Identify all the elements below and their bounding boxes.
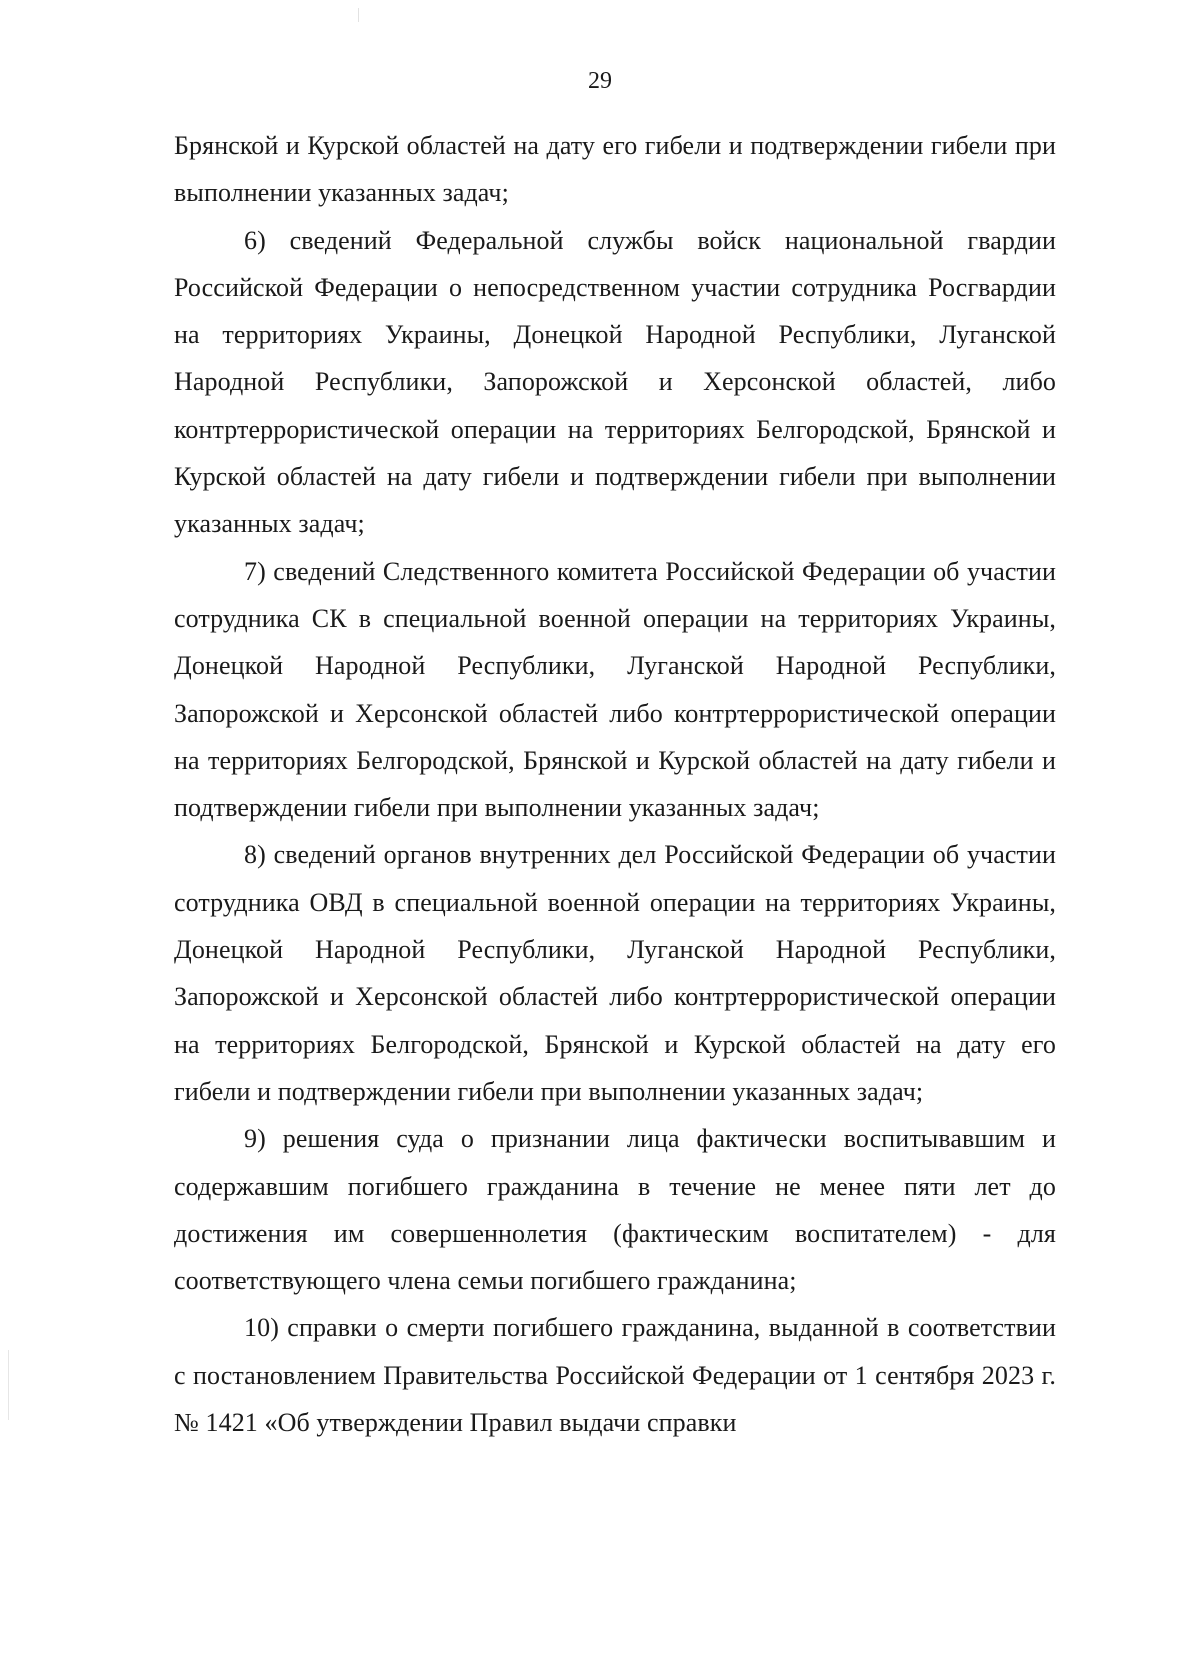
paragraph-continuation: Брянской и Курской областей на дату его гибели и подтверждении гибели при выполнении указанных задач; [174,131,1056,208]
document-body [174,122,1056,1446]
paragraph-item-7: 7) сведений Следственного комитета Российской Федерации об участии сотрудника СК в специальной военной операции на территориях Украины, Донецкой Народной Республики, Луганской Народной Республики, Запорожской и Херсонской областей либо контртеррористической операции на территориях Белгородской, Брянской и Курской областей на дату гибели и подтверждении гибели при выполнении указанных задач; [174,556,1056,823]
scan-artifact [358,8,359,22]
paragraph-item-9: 9) решения суда о признании лица фактически воспитывавшим и содержавшим погибшего гражданина в течение не менее пяти лет до достижения им совершеннолетия (фактическим воспитателем) - для соответствующего члена семьи погибшего гражданина; [174,1124,1056,1296]
paragraph-item-6: 6) сведений Федеральной службы войск национальной гвардии Российской Федерации о непосредственном участии сотрудника Росгвардии на территориях Украины, Донецкой Народной Республики, Луганской Народной Республики, Запорожской и Херсонской областей, либо контртеррористической операции на территориях Белгородской, Брянской и Курской областей на дату гибели и подтверждении гибели при выполнении указанных задач; [174,225,1056,539]
scan-artifact [8,1350,9,1420]
page-number: 29 [588,68,612,94]
paragraph-item-10: 10) справки о смерти погибшего гражданина, выданной в соответствии с постановлением Правительства Российской Федерации от 1 сентября 2023 г. № 1421 «Об утверждении Правил выдачи справки [174,1313,1056,1438]
paragraph-item-8: 8) сведений органов внутренних дел Российской Федерации об участии сотрудника ОВД в специальной военной операции на территориях Украины, Донецкой Народной Республики, Луганской Народной Республики, Запорожской и Херсонской областей либо контртеррористической операции на территориях Белгородской, Брянской и Курской областей на дату его гибели и подтверждении гибели при выполнении указанных задач; [174,840,1056,1106]
